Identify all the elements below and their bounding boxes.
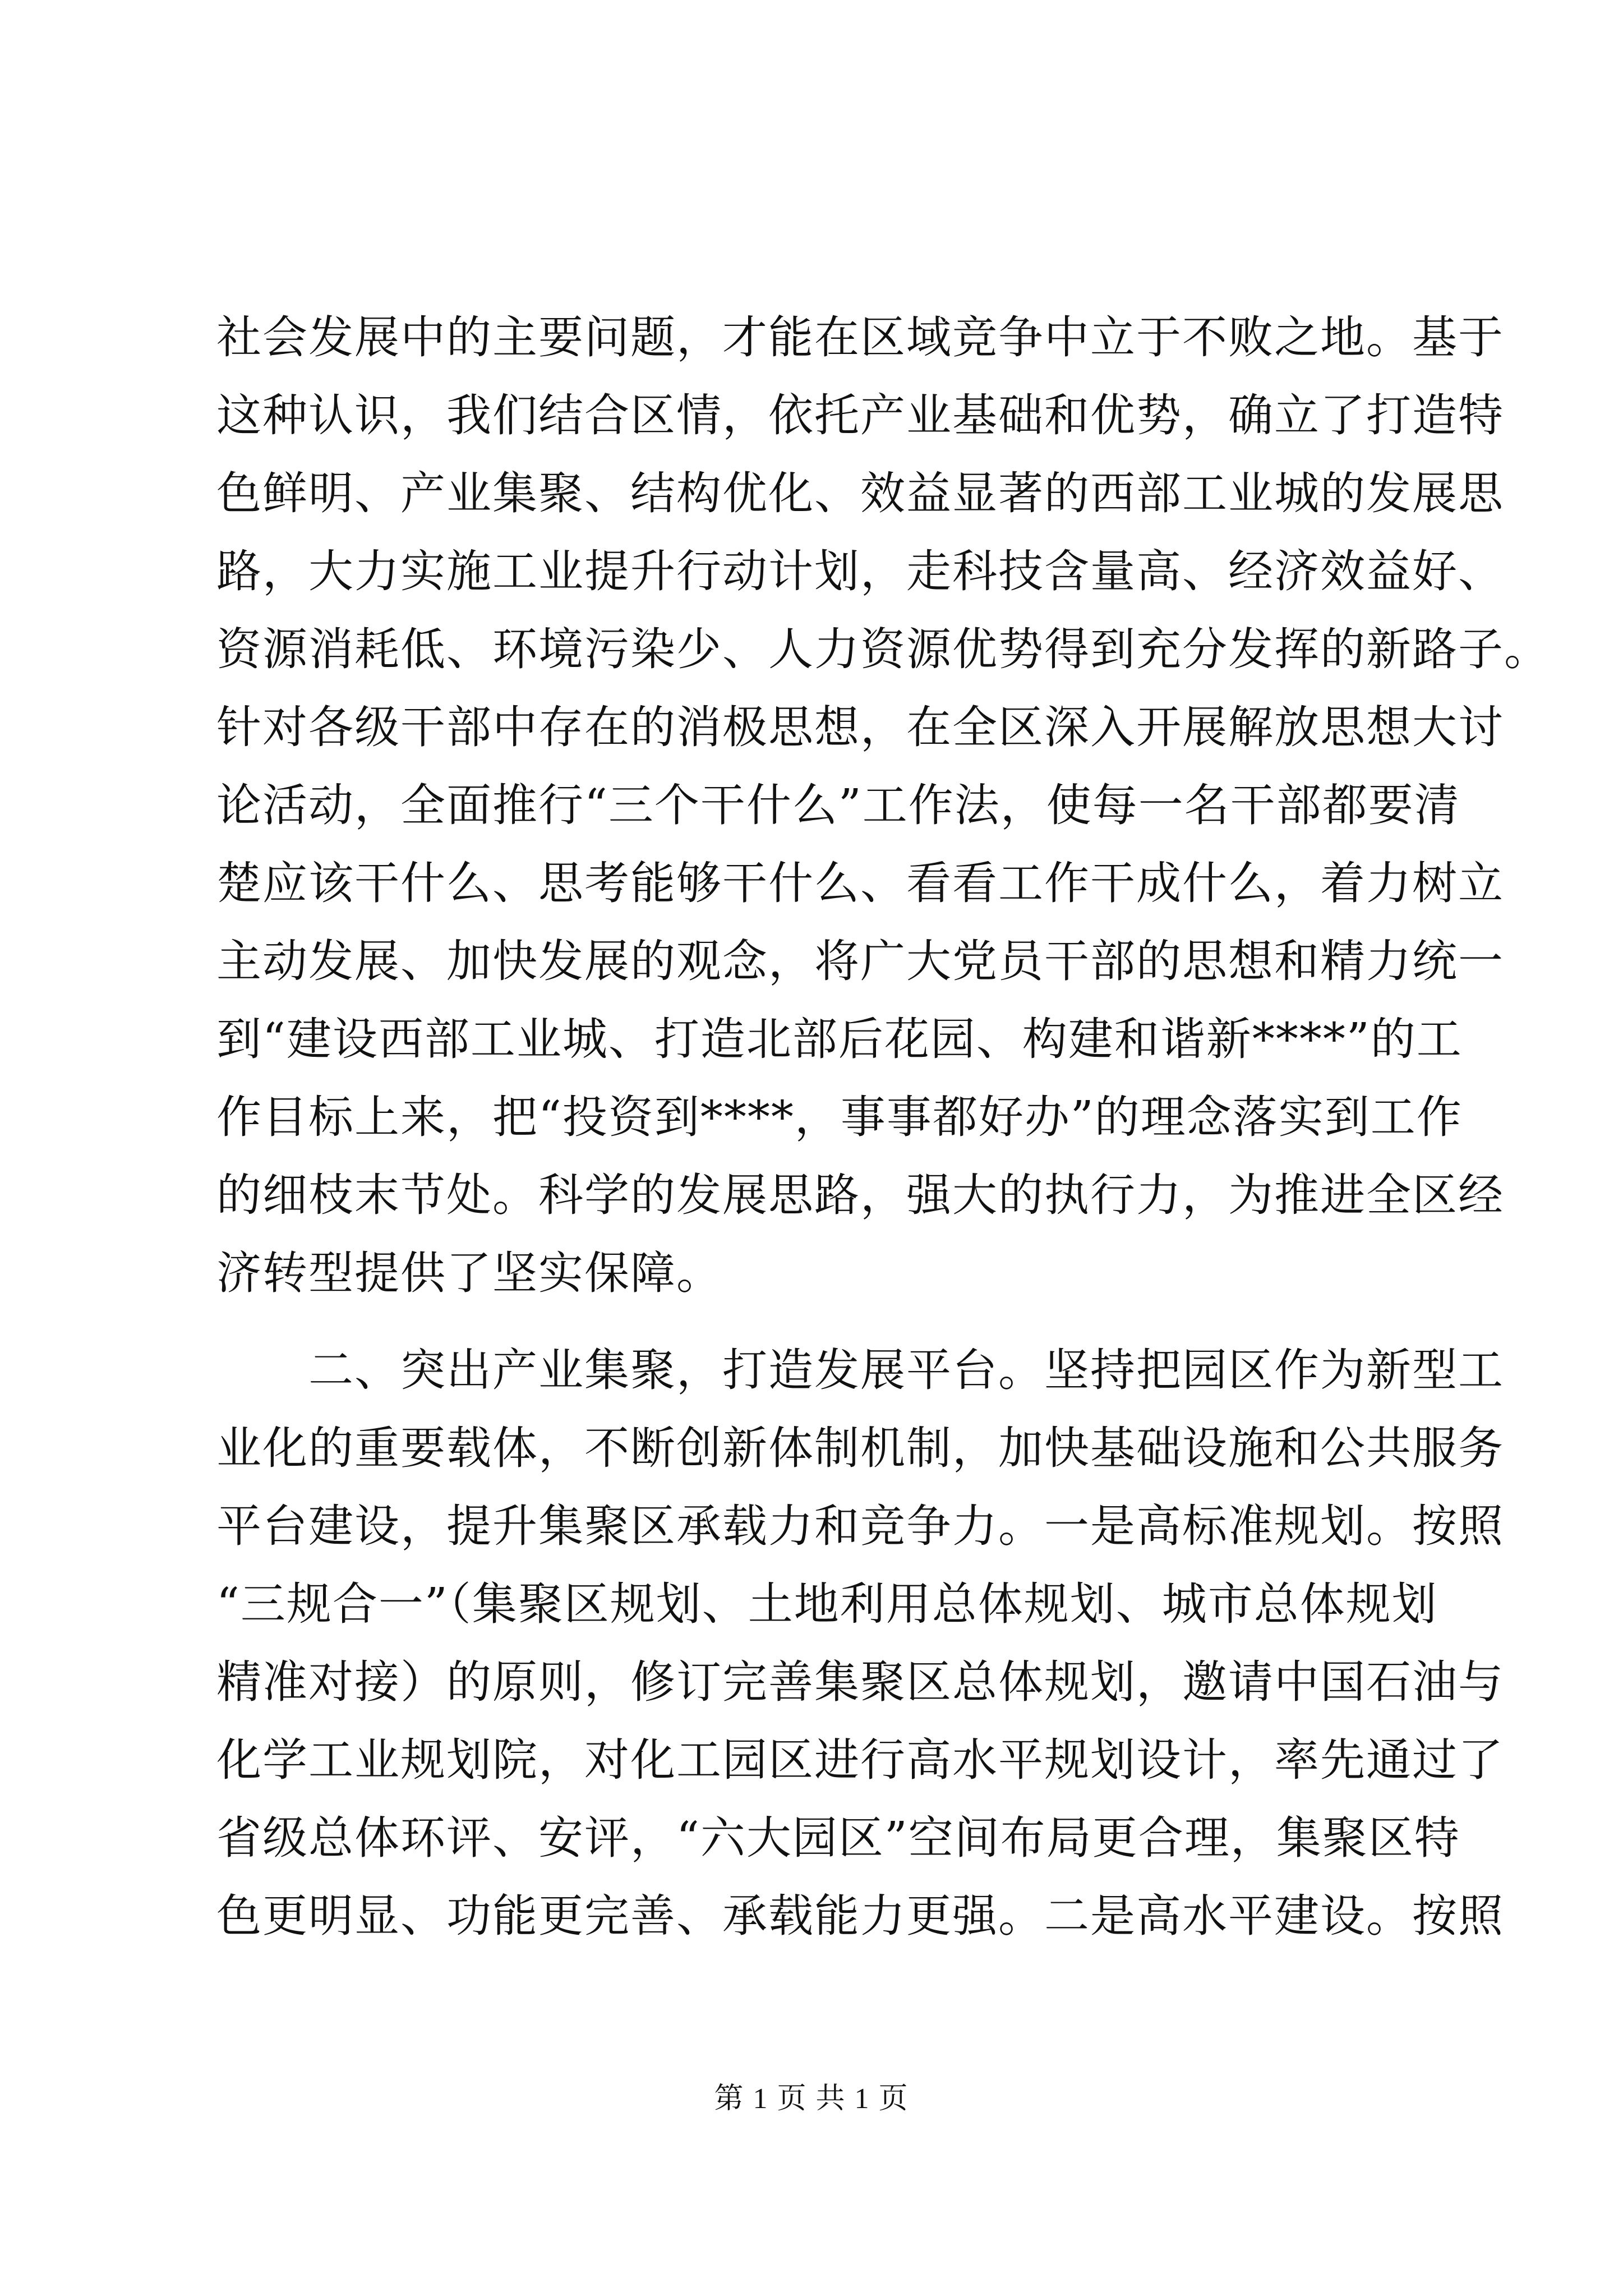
- text-line: 楚应该干什么、思考能够干什么、看看工作干成什么，着力树立: [216, 857, 1504, 909]
- text-line: 济转型提供了坚实保障。: [216, 1247, 722, 1299]
- text-line: 平台建设，提升集聚区承载力和竞争力。一是高标准规划。按照: [216, 1500, 1504, 1552]
- text-line: 二、突出产业集聚，打造发展平台。坚持把园区作为新型工: [216, 1344, 1504, 1396]
- text-line: 的细枝末节处。科学的发展思路，强大的执行力，为推进全区经: [216, 1169, 1504, 1221]
- text-line: 色鲜明、产业集聚、结构优化、效益显著的西部工业城的发展思: [216, 467, 1504, 519]
- document-body: [216, 298, 1550, 1955]
- paragraph-1: [216, 298, 1550, 1312]
- text-line: 社会发展中的主要问题，才能在区域竞争中立于不败之地。基于: [216, 311, 1504, 364]
- paragraph-spacer: [216, 1312, 1428, 1331]
- text-line: 作目标上来，把“投资到****，事事都好办”的理念落实到工作: [216, 1091, 1463, 1143]
- text-line: 化学工业规划院，对化工园区进行高水平规划设计，率先通过了: [216, 1734, 1504, 1786]
- text-line: 路，大力实施工业提升行动计划，走科技含量高、经济效益好、: [216, 545, 1504, 597]
- text-line: 到“建设西部工业城、打造北部后花园、构建和谐新****”的工: [216, 1013, 1463, 1065]
- paragraph-2: [216, 1331, 1504, 1955]
- text-line: 主动发展、加快发展的观念，将广大党员干部的思想和精力统一: [216, 935, 1504, 987]
- text-line: 业化的重要载体，不断创新体制机制，加快基础设施和公共服务: [216, 1422, 1504, 1474]
- text-line: 精准对接）的原则，修订完善集聚区总体规划，邀请中国石油与: [216, 1656, 1504, 1708]
- text-line: 论活动，全面推行“三个干什么”工作法，使每一名干部都要清: [216, 779, 1460, 831]
- text-line: 这种认识，我们结合区情，依托产业基础和优势，确立了打造特: [216, 389, 1504, 441]
- text-line: “三规合一”（集聚区规划、土地利用总体规划、城市总体规划: [216, 1578, 1438, 1630]
- text-line: 针对各级干部中存在的消极思想，在全区深入开展解放思想大讨: [216, 701, 1504, 753]
- page-footer: 第 1 页 共 1 页: [714, 2083, 909, 2115]
- text-line: 资源消耗低、环境污染少、人力资源优势得到充分发挥的新路子。: [216, 623, 1550, 675]
- text-line: 省级总体环评、安评，“六大园区”空间布局更合理，集聚区特: [216, 1812, 1460, 1864]
- text-line: 色更明显、功能更完善、承载能力更强。二是高水平建设。按照: [216, 1890, 1504, 1942]
